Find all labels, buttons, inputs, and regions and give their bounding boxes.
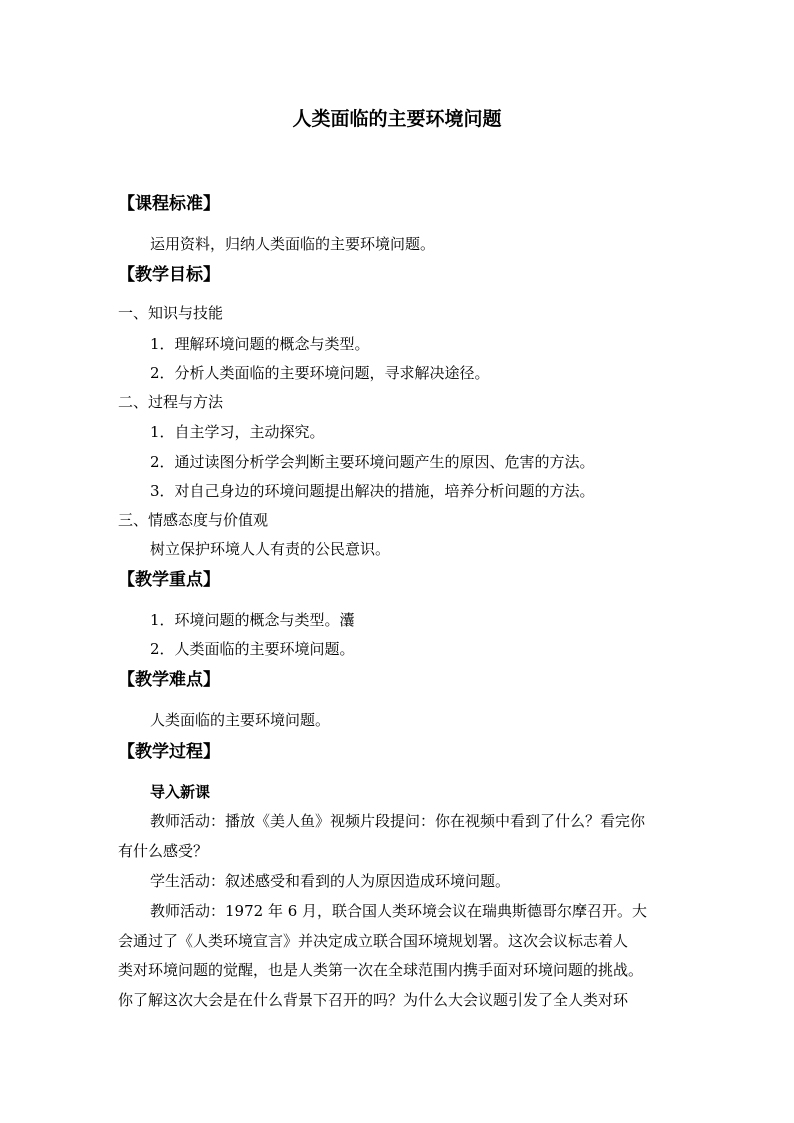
body-line: 类对环境问题的觉醒，也是人类第一次在全球范围内携手面对环境问题的挑战。 xyxy=(118,961,644,979)
heading-teaching-objectives: 【教学目标】 xyxy=(118,265,220,285)
key-point-item: 1．环境问题的概念与类型。灢 xyxy=(150,611,355,629)
heading-curriculum-standard: 【课程标准】 xyxy=(118,194,220,214)
heading-difficulties: 【教学难点】 xyxy=(118,670,220,690)
body-line: 教师活动：1972 年 6 月，联合国人类环境会议在瑞典斯德哥尔摩召开。大 xyxy=(150,902,648,920)
heading-teaching-process: 【教学过程】 xyxy=(118,742,220,762)
objective-item: 2．通过读图分析学会判断主要环境问题产生的原因、危害的方法。 xyxy=(150,453,595,471)
subheading-introduction: 导入新课 xyxy=(150,783,211,801)
paragraph-curriculum-standard: 运用资料，归纳人类面临的主要环境问题。 xyxy=(150,235,436,253)
body-line: 教师活动：播放《美人鱼》视频片段提问：你在视频中看到了什么？看完你 xyxy=(150,812,646,830)
paragraph-difficulties: 人类面临的主要环境问题。 xyxy=(150,711,331,729)
body-line: 有什么感受？ xyxy=(118,842,209,860)
objective-item: 1．自主学习，主动探究。 xyxy=(150,423,325,441)
objective-item: 2．分析人类面临的主要环境问题，寻求解决途径。 xyxy=(150,364,490,382)
objective-section-process: 二、过程与方法 xyxy=(118,393,224,411)
objective-item: 树立保护环境人人有责的公民意识。 xyxy=(150,540,391,558)
body-line: 会通过了《人类环境宣言》并决定成立联合国环境规划署。这次会议标志着人 xyxy=(118,932,629,950)
objective-item: 3．对自己身边的环境问题提出解决的措施，培养分析问题的方法。 xyxy=(150,482,595,500)
page-title: 人类面临的主要环境问题 xyxy=(292,108,502,130)
objective-section-knowledge: 一、知识与技能 xyxy=(118,304,224,322)
objective-item: 1．理解环境问题的概念与类型。 xyxy=(150,335,370,353)
body-line: 学生活动：叙述感受和看到的人为原因造成环境问题。 xyxy=(150,872,511,890)
heading-key-points: 【教学重点】 xyxy=(118,570,220,590)
objective-section-attitude: 三、情感态度与价值观 xyxy=(118,511,269,529)
body-line: 你了解这次大会是在什么背景下召开的吗？为什么大会议题引发了全人类对环 xyxy=(118,991,629,1009)
key-point-item: 2．人类面临的主要环境问题。 xyxy=(150,640,355,658)
